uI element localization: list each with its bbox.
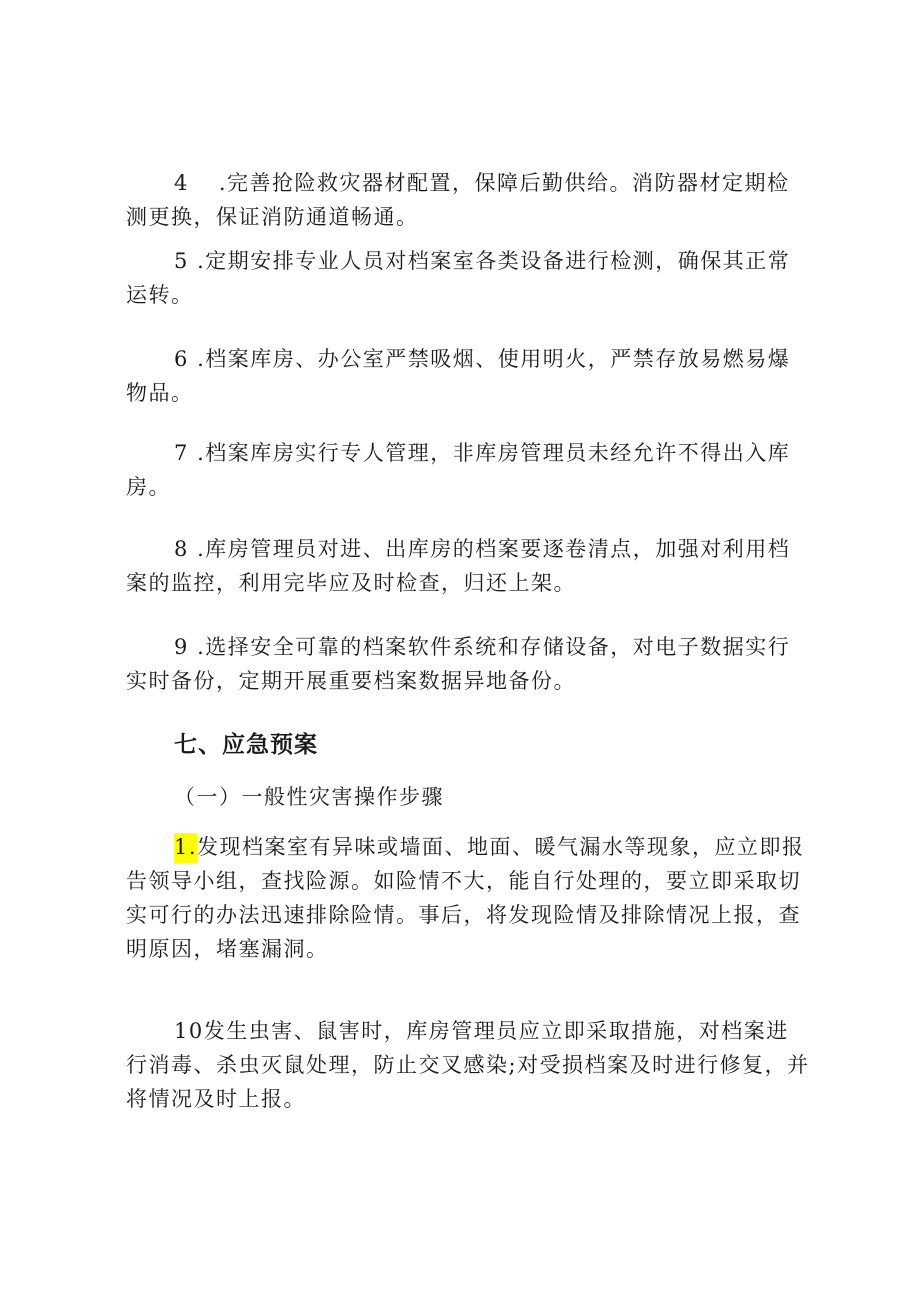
step-text: 发生虫害、鼠害时，库房管理员应立即采取措施，对档案进行消毒、杀虫灭鼠处理，防止交叉感染;对受损档案及时进行修复，并将情况及时上报。 — [126, 1019, 810, 1111]
list-item-8 — [126, 532, 810, 600]
list-item-7 — [126, 436, 810, 504]
item-text: .档案库房、办公室严禁吸烟、使用明火，严禁存放易燃易爆物品。 — [126, 347, 791, 405]
item-number: 7 — [174, 441, 189, 465]
step-item-1 — [126, 830, 810, 966]
step-text: 发现档案室有异味或墙面、地面、暖气漏水等现象，应立即报告领导小组，查找险源。如险情不大，能自行处理的，要立即采取切实可行的办法迅速排除险情。事后，将发现险情及排除情况上报，查明原因，堵塞漏洞。 — [126, 835, 805, 961]
section-heading: 七、应急预案 — [174, 732, 318, 758]
list-item-4 — [126, 166, 810, 234]
item-number: 8 — [174, 537, 189, 561]
item-text: .定期安排专业人员对档案室各类设备进行检测，确保其正常运转。 — [126, 249, 791, 307]
list-item-6 — [126, 342, 810, 410]
step-item-10 — [126, 1014, 810, 1116]
item-number: 4 — [174, 171, 189, 195]
item-text: .档案库房实行专人管理，非库房管理员未经允许不得出入库房。 — [126, 441, 791, 499]
section-subheading: （一）一般性灾害操作步骤 — [174, 785, 444, 809]
item-text: .完善抢险救灾器材配置，保障后勤供给。消防器材定期检测更换，保证消防通道畅通。 — [126, 171, 790, 229]
item-number: 5 — [174, 249, 189, 273]
item-text: .库房管理员对进、出库房的档案要逐卷清点，加强对利用档案的监控，利用完毕应及时检查，归还上架。 — [126, 537, 791, 595]
item-number: 9 — [174, 635, 189, 659]
item-text: .选择安全可靠的档案软件系统和存储设备，对电子数据实行实时备份，定期开展重要档案数据异地备份。 — [126, 635, 791, 693]
list-item-5 — [126, 244, 810, 312]
list-item-9 — [126, 630, 810, 698]
step-number: 10 — [174, 1019, 204, 1043]
item-number: 6 — [174, 347, 189, 371]
highlighted-number: 1. — [174, 833, 197, 863]
